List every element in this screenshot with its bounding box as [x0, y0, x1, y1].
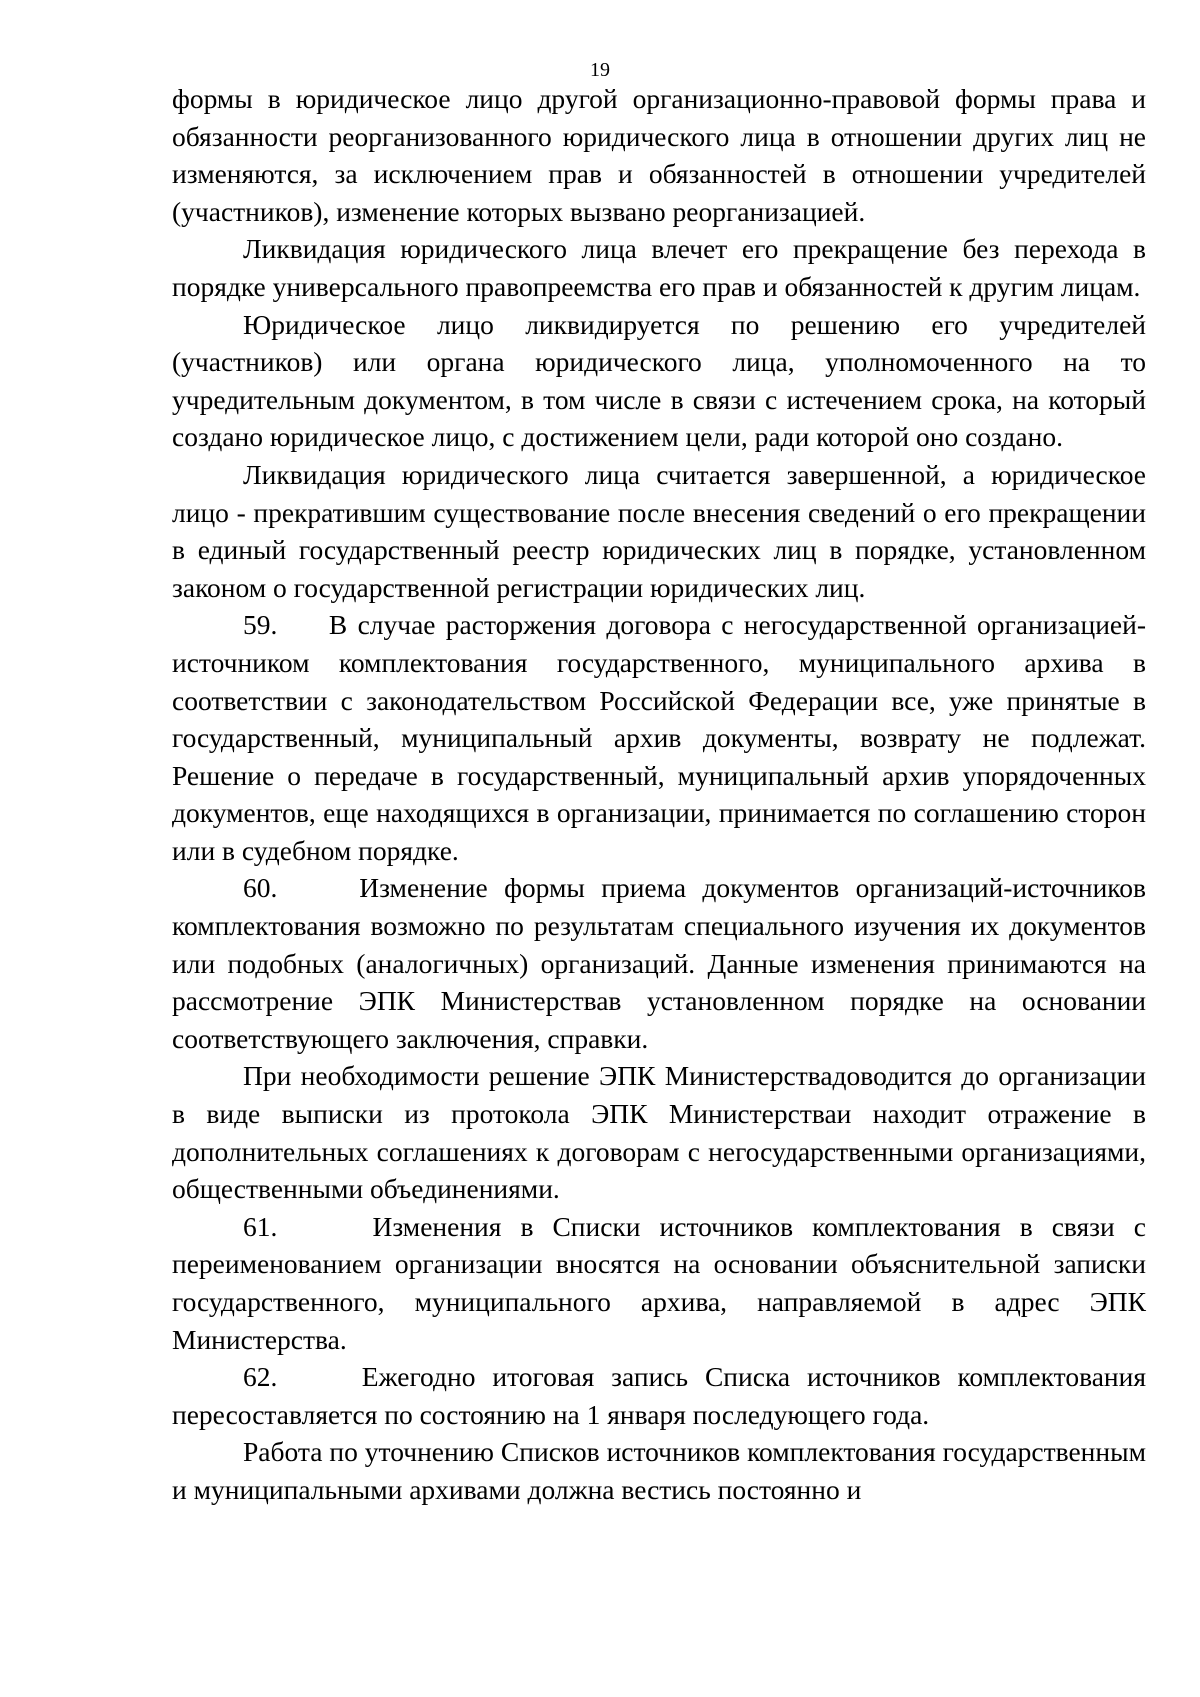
- paragraph-liquidation-grounds: Юридическое лицо ликвидируется по решению его учредителей (участников) или органа юридического лица, уполномоченного на то учредительным документом, в том числе в связи с истечением срока, на который создано юридическое лицо, с достижением цели, ради которой оно создано.: [172, 308, 1146, 453]
- paragraph-clause-59: 59. В случае расторжения договора с негосударственной организацией-источником комплектования государственного, муниципального архива в соответствии с законодательством Российской Федерации все, уже принятые в государственный, муниципальный архив документы, возврату не подлежат. Решение о передаче в государственный, муниципальный архив упорядоченных документов, еще находящихся в организации, принимается по соглашению сторон или в судебном порядке.: [172, 609, 1146, 866]
- paragraph-liquidation-effect: Ликвидация юридического лица влечет его прекращение без перехода в порядке универсального правопреемства его прав и обязанностей к другим лицам.: [172, 233, 1146, 302]
- paragraph-list-refinement: Работа по уточнению Списков источников комплектования государственным и муниципальными архивами должна вестись постоянно и: [172, 1436, 1146, 1505]
- page-number: 19: [590, 59, 610, 81]
- paragraph-clause-60: 60. Изменение формы приема документов организаций-источников комплектования возможно по результатам специального изучения их документов или подобных (аналогичных) организаций. Данные изменения принимаются на рассмотрение ЭПК Министерствав установленном порядке на основании соответствующего заключения, справки.: [172, 872, 1146, 1054]
- paragraph-clause-62: 62. Ежегодно итоговая запись Списка источников комплектования пересоставляется по состоянию на 1 января последующего года.: [172, 1361, 1146, 1430]
- paragraph-liquidation-completion: Ликвидация юридического лица считается завершенной, а юридическое лицо - прекратившим существование после внесения сведений о его прекращении в единый государственный реестр юридических лиц в порядке, установленном законом о государственной регистрации юридических лиц.: [172, 458, 1146, 603]
- paragraph-continuation: формы в юридическое лицо другой организационно-правовой формы права и обязанности реорганизованного юридического лица в отношении других лиц не изменяются, за исключением прав и обязанностей в отношении учредителей (участников), изменение которых вызвано реорганизацией.: [172, 83, 1146, 227]
- paragraph-clause-61: 61. Изменения в Списки источников комплектования в связи с переименованием организации вносятся на основании объяснительной записки государственного, муниципального архива, направляемой в адрес ЭПК Министерства.: [172, 1210, 1146, 1355]
- document-body: [172, 80, 1146, 1509]
- paragraph-epk-decision: При необходимости решение ЭПК Министерствадоводится до организации в виде выписки из протокола ЭПК Министерстваи находит отражение в дополнительных соглашениях к договорам с негосударственными организациями, общественными объединениями.: [172, 1060, 1146, 1205]
